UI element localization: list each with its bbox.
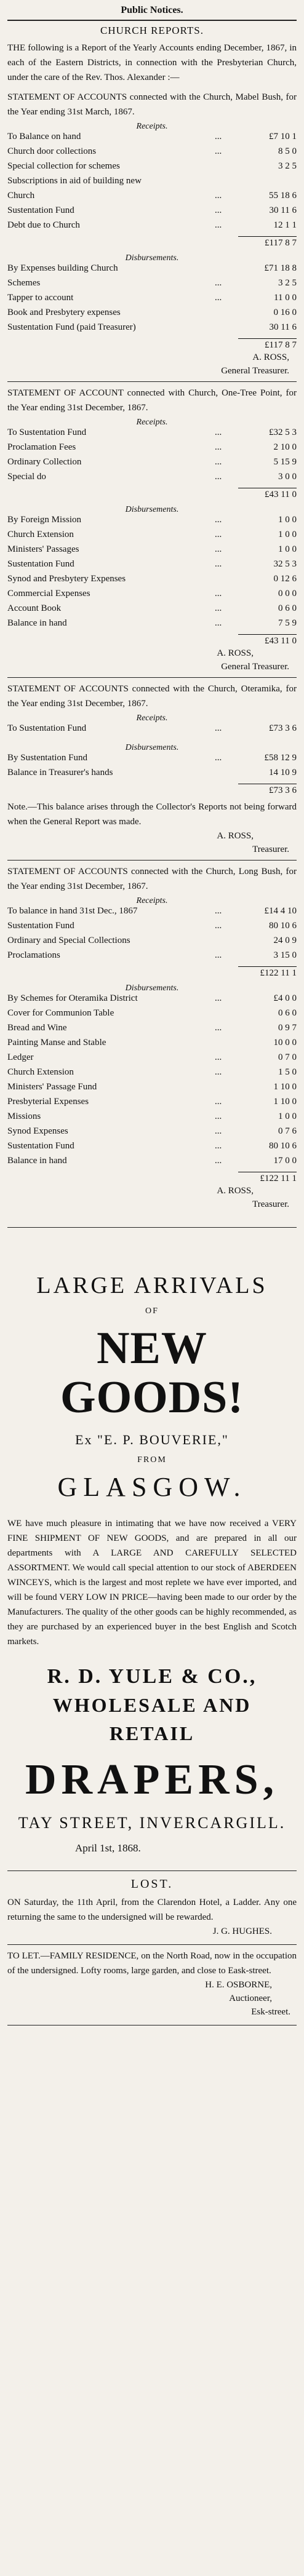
row-leader-dots bbox=[210, 768, 250, 782]
row-label: Sustentation Fund bbox=[7, 205, 74, 215]
table-row bbox=[7, 936, 297, 950]
table-row bbox=[7, 146, 297, 161]
row-label: Ministers' Passage Fund bbox=[7, 1082, 97, 1092]
row-amount: £14 4 10 bbox=[264, 906, 297, 916]
row-leader-dots: ... bbox=[215, 457, 222, 467]
row-amount: 80 10 6 bbox=[269, 1141, 297, 1151]
table-row bbox=[7, 220, 297, 235]
tolet-signature-title: Auctioneer, bbox=[229, 1994, 272, 2003]
row-amount: 0 7 6 bbox=[278, 1126, 297, 1136]
row-leader-dots: ... bbox=[215, 603, 222, 613]
table-row bbox=[7, 1156, 297, 1171]
row-label: Church bbox=[7, 191, 35, 201]
row-leader-dots: ... bbox=[215, 1052, 222, 1062]
table-row bbox=[7, 768, 297, 782]
ad-firm-block bbox=[7, 1663, 297, 1832]
statement-3-signature-title: Treasurer. bbox=[252, 845, 289, 854]
statement-2-receipts-total: £43 11 0 bbox=[265, 490, 297, 499]
row-amount: 17 0 0 bbox=[273, 1156, 297, 1166]
table-row bbox=[7, 993, 297, 1008]
statement-4-receipts-heading: Receipts. bbox=[136, 896, 168, 905]
row-amount: 0 6 0 bbox=[278, 1008, 297, 1018]
ad-headline: NEW GOODS! bbox=[60, 1323, 244, 1423]
ad-address: TAY STREET, INVERCARGILL. bbox=[18, 1814, 286, 1832]
table-row bbox=[7, 1111, 297, 1126]
row-label: Book and Presbytery expenses bbox=[7, 308, 121, 317]
row-label: Proclamation Fees bbox=[7, 442, 76, 452]
row-amount: 3 0 0 bbox=[278, 472, 297, 482]
row-amount: 8 5 0 bbox=[278, 146, 297, 156]
row-leader-dots: ... bbox=[215, 589, 222, 598]
statement-2-receipts-table bbox=[7, 427, 297, 487]
row-label: Missions bbox=[7, 1111, 41, 1121]
statement-2-disbursements-total: £43 11 0 bbox=[265, 636, 297, 646]
ad-date: April 1st, 1868. bbox=[75, 1842, 141, 1854]
statement-4-disbursements-heading: Disbursements. bbox=[125, 984, 179, 993]
statement-3-note: Note.—This balance arises through the Collector's Reports not being forward when the General Report was made. bbox=[7, 802, 297, 827]
row-amount: 7 5 9 bbox=[278, 618, 297, 628]
row-leader-dots: ... bbox=[215, 753, 222, 763]
statement-2-title: STATEMENT OF ACCOUNT connected with Church, One-Tree Point, for the Year ending 31st December, 1867. bbox=[7, 388, 297, 413]
row-leader-dots: ... bbox=[215, 1111, 222, 1121]
row-label: Church Extension bbox=[7, 1067, 74, 1077]
row-label: Sustentation Fund bbox=[7, 559, 74, 569]
row-amount: £4 0 0 bbox=[273, 993, 297, 1003]
row-label: To Sustentation Fund bbox=[7, 427, 87, 437]
ad-trade: WHOLESALE AND RETAIL bbox=[52, 1694, 252, 1744]
row-label: Ministers' Passages bbox=[7, 544, 79, 554]
statement-4-receipts-table bbox=[7, 906, 297, 965]
statement-1-disbursements-heading: Disbursements. bbox=[125, 253, 179, 263]
row-label: Account Book bbox=[7, 603, 62, 613]
statement-1-receipts-heading: Receipts. bbox=[136, 122, 168, 131]
divider bbox=[7, 1944, 297, 1945]
table-row bbox=[7, 472, 297, 487]
row-amount: 1 0 0 bbox=[278, 1111, 297, 1121]
row-amount: 0 12 6 bbox=[273, 574, 297, 584]
divider bbox=[7, 1870, 297, 1871]
ad-ship: Ex "E. P. BOUVERIE," bbox=[75, 1432, 229, 1447]
row-amount: 1 0 0 bbox=[278, 530, 297, 539]
divider bbox=[7, 860, 297, 861]
statement-2-signature: A. ROSS, bbox=[217, 648, 254, 658]
row-amount: 3 2 5 bbox=[278, 278, 297, 288]
row-leader-dots bbox=[210, 1082, 250, 1097]
row-leader-dots: ... bbox=[215, 530, 222, 539]
row-label: Bread and Wine bbox=[7, 1023, 67, 1033]
row-label: Balance in hand bbox=[7, 1156, 67, 1166]
row-amount: £58 12 9 bbox=[264, 753, 297, 763]
table-row bbox=[7, 442, 297, 457]
table-row bbox=[7, 589, 297, 603]
statement-3-disbursements-total: £73 3 6 bbox=[269, 785, 297, 795]
ad-line-1: LARGE ARRIVALS bbox=[36, 1273, 268, 1298]
row-leader-dots: ... bbox=[215, 906, 222, 916]
row-label: Balance in Treasurer's hands bbox=[7, 768, 113, 777]
row-label: Synod and Presbytery Expenses bbox=[7, 574, 126, 584]
statement-4-disbursements-total: £122 11 1 bbox=[260, 1174, 297, 1183]
row-leader-dots: ... bbox=[215, 442, 222, 452]
row-amount: 0 7 0 bbox=[278, 1052, 297, 1062]
statement-4-signature: A. ROSS, bbox=[217, 1186, 254, 1196]
table-row bbox=[7, 1126, 297, 1141]
row-leader-dots: ... bbox=[215, 1141, 222, 1151]
statement-1-receipts-table bbox=[7, 132, 297, 235]
row-label: Ledger bbox=[7, 1052, 34, 1062]
row-label: Synod Expenses bbox=[7, 1126, 68, 1136]
table-row bbox=[7, 603, 297, 618]
ad-firm: R. D. YULE & CO., bbox=[47, 1665, 257, 1688]
row-leader-dots bbox=[210, 574, 250, 589]
table-row bbox=[7, 921, 297, 936]
tolet-body: TO LET.—FAMILY RESIDENCE, on the North Road, now in the occupation of the undersigned. Lofty rooms, large garden, and close to Eask-street. bbox=[7, 1951, 297, 1976]
table-row bbox=[7, 515, 297, 530]
table-row bbox=[7, 205, 297, 220]
row-label: By Schemes for Oteramika District bbox=[7, 993, 138, 1003]
row-leader-dots: ... bbox=[215, 191, 222, 201]
statement-4-title: STATEMENT OF ACCOUNTS connected with the Church, Long Bush, for the Year ending 31st December, 1867. bbox=[7, 867, 297, 891]
row-leader-dots bbox=[210, 322, 250, 337]
table-row bbox=[7, 544, 297, 559]
table-row bbox=[7, 457, 297, 472]
statement-3-receipts-table bbox=[7, 723, 297, 738]
row-amount: 1 10 0 bbox=[273, 1082, 297, 1092]
row-amount: 10 0 0 bbox=[273, 1038, 297, 1047]
statement-4-signature-title: Treasurer. bbox=[252, 1199, 289, 1209]
row-label: Debt due to Church bbox=[7, 220, 80, 230]
row-leader-dots: ... bbox=[215, 618, 222, 628]
statement-1-signature-title: General Treasurer. bbox=[221, 366, 289, 376]
statement-3-disbursements-heading: Disbursements. bbox=[125, 743, 179, 752]
row-label: To balance in hand 31st Dec., 1867 bbox=[7, 906, 138, 916]
row-amount: £32 5 3 bbox=[269, 427, 297, 437]
row-label: Tapper to account bbox=[7, 293, 74, 303]
statement-4-receipts-total: £122 11 1 bbox=[260, 968, 297, 978]
row-leader-dots: ... bbox=[215, 293, 222, 303]
row-amount: 3 2 5 bbox=[278, 161, 297, 171]
row-label: Sustentation Fund bbox=[7, 1141, 74, 1151]
table-row bbox=[7, 308, 297, 322]
ad-from: FROM bbox=[137, 1455, 167, 1465]
table-row bbox=[7, 1097, 297, 1111]
statement-1-disbursements-total: £117 8 7 bbox=[265, 340, 297, 350]
row-label: By Foreign Mission bbox=[7, 515, 82, 525]
row-leader-dots: ... bbox=[215, 921, 222, 931]
table-row bbox=[7, 618, 297, 633]
table-row bbox=[7, 753, 297, 768]
row-amount: 14 10 9 bbox=[269, 768, 297, 777]
table-row bbox=[7, 278, 297, 293]
row-label: By Expenses building Church bbox=[7, 263, 118, 273]
row-amount: 55 18 6 bbox=[269, 191, 297, 201]
row-label: Special collection for schemes bbox=[7, 161, 120, 171]
rule bbox=[238, 236, 297, 237]
table-row bbox=[7, 322, 297, 337]
row-leader-dots: ... bbox=[215, 950, 222, 960]
section-title: Public Notices. bbox=[121, 5, 183, 15]
row-leader-dots bbox=[210, 936, 250, 950]
row-label: Special do bbox=[7, 472, 46, 482]
row-amount: £73 3 6 bbox=[269, 723, 297, 733]
row-amount: 30 11 6 bbox=[269, 205, 297, 215]
table-row bbox=[7, 1052, 297, 1067]
row-label: Subscriptions in aid of building new bbox=[7, 176, 142, 186]
tolet-signature: H. E. OSBORNE, bbox=[205, 1980, 272, 1990]
lost-title: LOST. bbox=[130, 1877, 174, 1891]
statement-1-receipts-total: £117 8 7 bbox=[265, 238, 297, 248]
row-leader-dots bbox=[210, 308, 250, 322]
row-leader-dots: ... bbox=[215, 278, 222, 288]
row-label: Ordinary Collection bbox=[7, 457, 82, 467]
lost-signature: J. G. HUGHES. bbox=[212, 1926, 272, 1936]
row-amount: 1 10 0 bbox=[273, 1097, 297, 1107]
table-row bbox=[7, 1023, 297, 1038]
divider bbox=[7, 381, 297, 382]
row-amount: 80 10 6 bbox=[269, 921, 297, 931]
ad-place: GLASGOW. bbox=[57, 1472, 247, 1502]
table-row bbox=[7, 132, 297, 146]
table-row bbox=[7, 293, 297, 308]
row-leader-dots: ... bbox=[215, 1126, 222, 1136]
table-row bbox=[7, 1067, 297, 1082]
row-label: To Balance on hand bbox=[7, 132, 81, 141]
lost-body: ON Saturday, the 11th April, from the Clarendon Hotel, a Ladder. Any one returning the same to the undersigned will be rewarded. bbox=[7, 1898, 297, 1922]
row-label: Proclamations bbox=[7, 950, 60, 960]
row-leader-dots bbox=[210, 263, 250, 278]
church-intro: THE following is a Report of the Yearly Accounts ending December, 1867, in each of the Eastern Districts, in connection with the Presbyterian Church, under the care of the Rev. Thos. Alexander :— bbox=[7, 43, 297, 82]
row-amount: 0 16 0 bbox=[273, 308, 297, 317]
row-amount: £7 10 1 bbox=[269, 132, 297, 141]
statement-3-disbursements-table bbox=[7, 753, 297, 782]
row-leader-dots: ... bbox=[215, 132, 222, 141]
row-amount: £71 18 8 bbox=[264, 263, 297, 273]
table-row bbox=[7, 263, 297, 278]
table-row bbox=[7, 906, 297, 921]
table-row bbox=[7, 1038, 297, 1052]
rule bbox=[238, 634, 297, 635]
row-amount: 1 0 0 bbox=[278, 515, 297, 525]
row-leader-dots: ... bbox=[215, 993, 222, 1003]
statement-3-signature: A. ROSS, bbox=[217, 831, 254, 841]
row-leader-dots: ... bbox=[215, 1067, 222, 1077]
statement-1-signature: A. ROSS, bbox=[252, 352, 289, 362]
row-leader-dots bbox=[210, 1008, 250, 1023]
ad-of: OF bbox=[145, 1306, 159, 1316]
row-amount bbox=[250, 176, 297, 191]
ad-body: WE have much pleasure in intimating that we have now received a VERY FINE SHIPMENT OF NEW GOODS, and are prepared in all our departments with A LARGE AND CAREFULLY SELECTED ASSORTMENT. We would call special attention to our stock of ABERDEEN WINCEYS, which is the largest and most replete we have ever imported, and will be found VERY LOW IN PRICE—having been made to our order by the Manufacturers. The quality of the other goods can be highly recommended, as they are purchased by an experienced buyer in the best English and Scotch markets. bbox=[7, 1519, 297, 1647]
divider bbox=[7, 1227, 297, 1228]
tolet-street: Esk-street. bbox=[251, 2007, 290, 2017]
table-row bbox=[7, 191, 297, 205]
row-leader-dots: ... bbox=[215, 515, 222, 525]
row-amount: 30 11 6 bbox=[269, 322, 297, 332]
row-amount: 3 15 0 bbox=[273, 950, 297, 960]
row-label: Presbyterial Expenses bbox=[7, 1097, 89, 1107]
row-leader-dots: ... bbox=[215, 146, 222, 156]
row-leader-dots bbox=[210, 161, 250, 176]
row-label: Painting Manse and Stable bbox=[7, 1038, 106, 1047]
row-leader-dots: ... bbox=[215, 205, 222, 215]
divider bbox=[7, 677, 297, 678]
divider bbox=[7, 20, 297, 21]
row-amount: 5 15 9 bbox=[273, 457, 297, 467]
row-label: By Sustentation Fund bbox=[7, 753, 88, 763]
row-leader-dots: ... bbox=[215, 559, 222, 569]
statement-2-disbursements-table bbox=[7, 515, 297, 633]
row-leader-dots: ... bbox=[215, 220, 222, 230]
table-row bbox=[7, 161, 297, 176]
row-label: To Sustentation Fund bbox=[7, 723, 87, 733]
row-amount: 0 9 7 bbox=[278, 1023, 297, 1033]
row-leader-dots: ... bbox=[215, 427, 222, 437]
row-leader-dots: ... bbox=[215, 472, 222, 482]
table-row bbox=[7, 176, 297, 191]
table-row bbox=[7, 723, 297, 738]
table-row bbox=[7, 1082, 297, 1097]
table-row bbox=[7, 427, 297, 442]
ad-block bbox=[7, 1272, 297, 1503]
row-amount: 0 0 0 bbox=[278, 589, 297, 598]
statement-1-disbursements-table bbox=[7, 263, 297, 337]
public-notices-column bbox=[7, 5, 297, 2029]
row-label: Church Extension bbox=[7, 530, 74, 539]
rule bbox=[238, 338, 297, 339]
row-amount: 12 1 1 bbox=[273, 220, 297, 230]
row-amount: 32 5 3 bbox=[273, 559, 297, 569]
table-row bbox=[7, 1008, 297, 1023]
row-label: Schemes bbox=[7, 278, 41, 288]
row-leader-dots: ... bbox=[215, 1097, 222, 1107]
statement-2-receipts-heading: Receipts. bbox=[136, 418, 168, 427]
ad-drapers: DRAPERS, bbox=[25, 1756, 279, 1803]
row-leader-dots: ... bbox=[215, 1023, 222, 1033]
row-leader-dots: ... bbox=[215, 1156, 222, 1166]
row-label: Church door collections bbox=[7, 146, 97, 156]
table-row bbox=[7, 1141, 297, 1156]
table-row bbox=[7, 530, 297, 544]
statement-1-title: STATEMENT OF ACCOUNTS connected with the Church, Mabel Bush, for the Year ending 31st March, 1867. bbox=[7, 92, 297, 117]
row-amount: 2 10 0 bbox=[273, 442, 297, 452]
table-row bbox=[7, 559, 297, 574]
statement-3-receipts-heading: Receipts. bbox=[136, 714, 168, 723]
row-amount: 1 5 0 bbox=[278, 1067, 297, 1077]
row-label: Commercial Expenses bbox=[7, 589, 90, 598]
statement-4-disbursements-table bbox=[7, 993, 297, 1171]
table-row bbox=[7, 950, 297, 965]
row-label: Sustentation Fund (paid Treasurer) bbox=[7, 322, 136, 332]
row-label: Sustentation Fund bbox=[7, 921, 74, 931]
row-label: Cover for Communion Table bbox=[7, 1008, 114, 1018]
statement-2-signature-title: General Treasurer. bbox=[221, 662, 289, 672]
statement-2-disbursements-heading: Disbursements. bbox=[125, 505, 179, 514]
row-label: Ordinary and Special Collections bbox=[7, 936, 130, 945]
row-leader-dots bbox=[210, 1038, 250, 1052]
table-row bbox=[7, 574, 297, 589]
row-leader-dots bbox=[210, 176, 250, 191]
row-leader-dots: ... bbox=[215, 723, 222, 733]
row-amount: 1 0 0 bbox=[278, 544, 297, 554]
row-amount: 24 0 9 bbox=[273, 936, 297, 945]
rule bbox=[238, 966, 297, 967]
statement-3-title: STATEMENT OF ACCOUNTS connected with the Church, Oteramika, for the Year ending 31st December, 1867. bbox=[7, 684, 297, 709]
row-label: Balance in hand bbox=[7, 618, 67, 628]
row-leader-dots: ... bbox=[215, 544, 222, 554]
row-amount: 0 6 0 bbox=[278, 603, 297, 613]
row-amount: 11 0 0 bbox=[274, 293, 297, 303]
church-reports-title: CHURCH REPORTS. bbox=[100, 25, 204, 36]
